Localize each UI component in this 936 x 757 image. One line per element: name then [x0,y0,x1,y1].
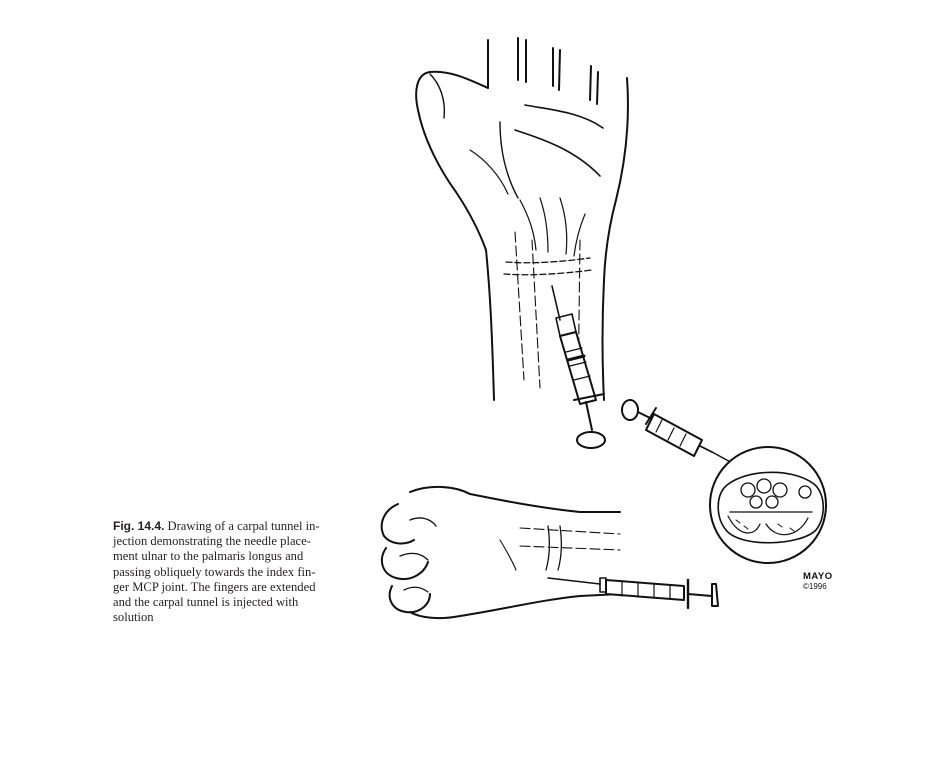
caption-line: passing obliquely towards the index fin- [113,564,316,579]
figure-label: Fig. 14.4. [113,519,165,533]
caption-line: jection demonstrating the needle place- [113,534,311,549]
hand-side-view-drawing [382,487,620,618]
caption-line: ger MCP joint. The fingers are extended [113,579,316,594]
copyright-credit [803,572,833,592]
hand-palm-up-drawing [416,38,628,400]
figure-caption [113,519,349,625]
caption-line: and the carpal tunnel is injected with [113,595,299,610]
credit-name: MAYO [803,571,833,582]
credit-year: ©1996 [803,582,827,591]
caption-line: ment ulnar to the palmaris longus and [113,549,304,564]
caption-line: solution [113,610,154,625]
syringe-icon [548,578,718,608]
wrist-cross-section-icon [710,447,826,563]
syringe-icon [552,286,605,448]
caption-line: Fig. 14.4. Drawing of a carpal tunnel in- [113,519,320,533]
